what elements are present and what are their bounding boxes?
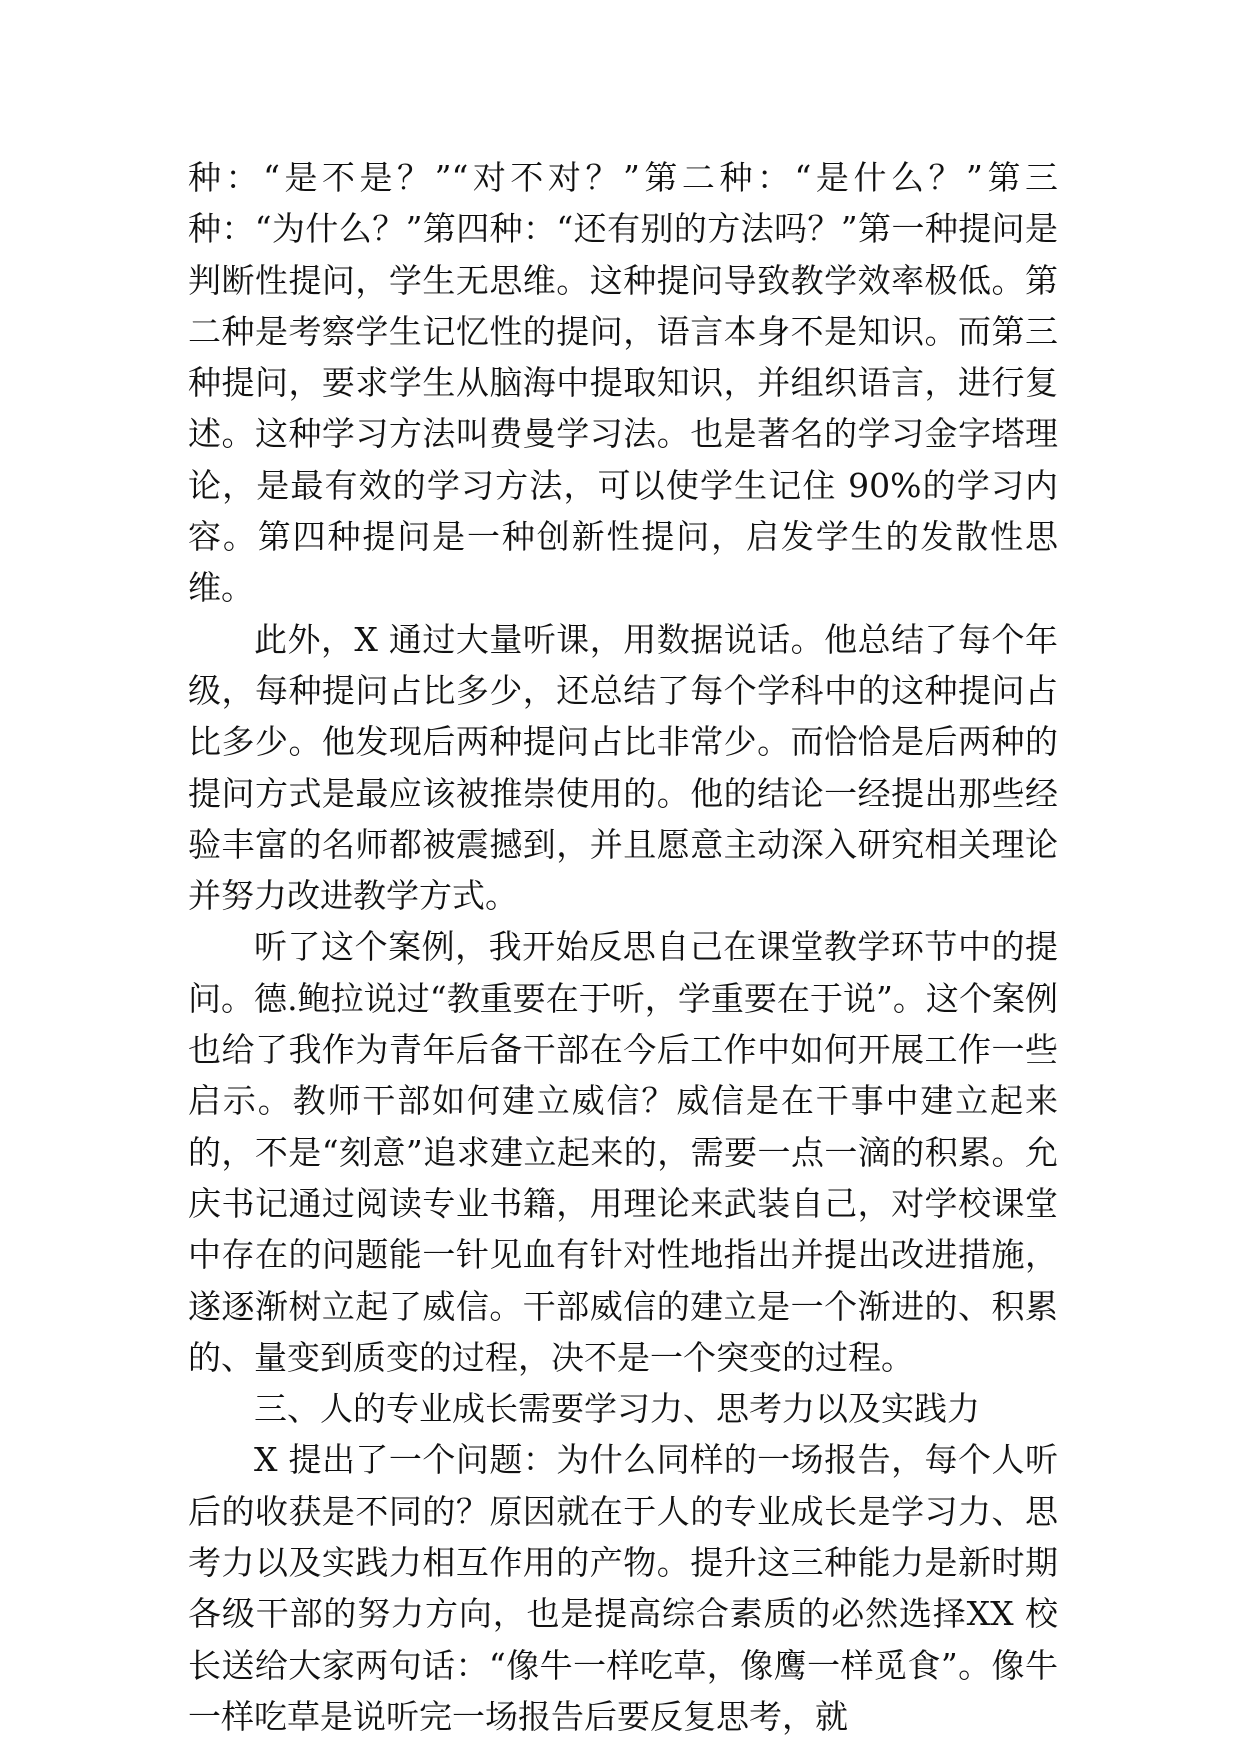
document-body: [188, 152, 1058, 1742]
paragraph-reflection: 听了这个案例，我开始反思自己在课堂教学环节中的提问。德.鲍拉说过“教重要在于听，学重要在于说”。这个案例也给了我作为青年后备干部在今后工作中如何开展工作一些启示。教师干部如何建立威信？威信是在干事中建立起来的，不是“刻意”追求建立起来的，需要一点一滴的积累。允庆书记通过阅读专业书籍，用理论来武装自己，对学校课堂中存在的问题能一针见血有针对性地指出并提出改进措施，遂逐渐树立起了威信。干部威信的建立是一个渐进的、积累的、量变到质变的过程，决不是一个突变的过程。: [188, 927, 1058, 1377]
section-heading-professional-growth: 三、人的专业成长需要学习力、思考力以及实践力: [254, 1389, 980, 1429]
paragraph-data-analysis: 此外，X 通过大量听课，用数据说话。他总结了每个年级，每种提问占比多少，还总结了每个学科中的这种提问占比多少。他发现后两种提问占比非常少。而恰恰是后两种的提问方式是最应该被推崇使用的。他的结论一经提出那些经验丰富的名师都被震撼到，并且愿意主动深入研究相关理论并努力改进教学方式。: [188, 619, 1058, 916]
paragraph-professional-growth: X 提出了一个问题：为什么同样的一场报告，每个人听后的收获是不同的？原因就在于人的专业成长是学习力、思考力以及实践力相互作用的产物。提升这三种能力是新时期各级干部的努力方向，也是提高综合素质的必然选择XX 校长送给大家两句话：“像牛一样吃草，像鹰一样觅食”。像牛一样吃草是说听完一场报告后要反复思考，就: [188, 1440, 1058, 1736]
paragraph-question-types: 种：“是不是？”“对不对？”第二种：“是什么？”第三种：“为什么？”第四种：“还有别的方法吗？”第一种提问是判断性提问，学生无思维。这种提问导致教学效率极低。第二种是考察学生记忆性的提问，语言本身不是知识。而第三种提问，要求学生从脑海中提取知识，并组织语言，进行复述。这种学习方法叫费曼学习法。也是著名的学习金字塔理论，是最有效的学习方法，可以使学生记住 90%的学习内容。第四种提问是一种创新性提问，启发学生的发散性思维。: [188, 158, 1058, 608]
